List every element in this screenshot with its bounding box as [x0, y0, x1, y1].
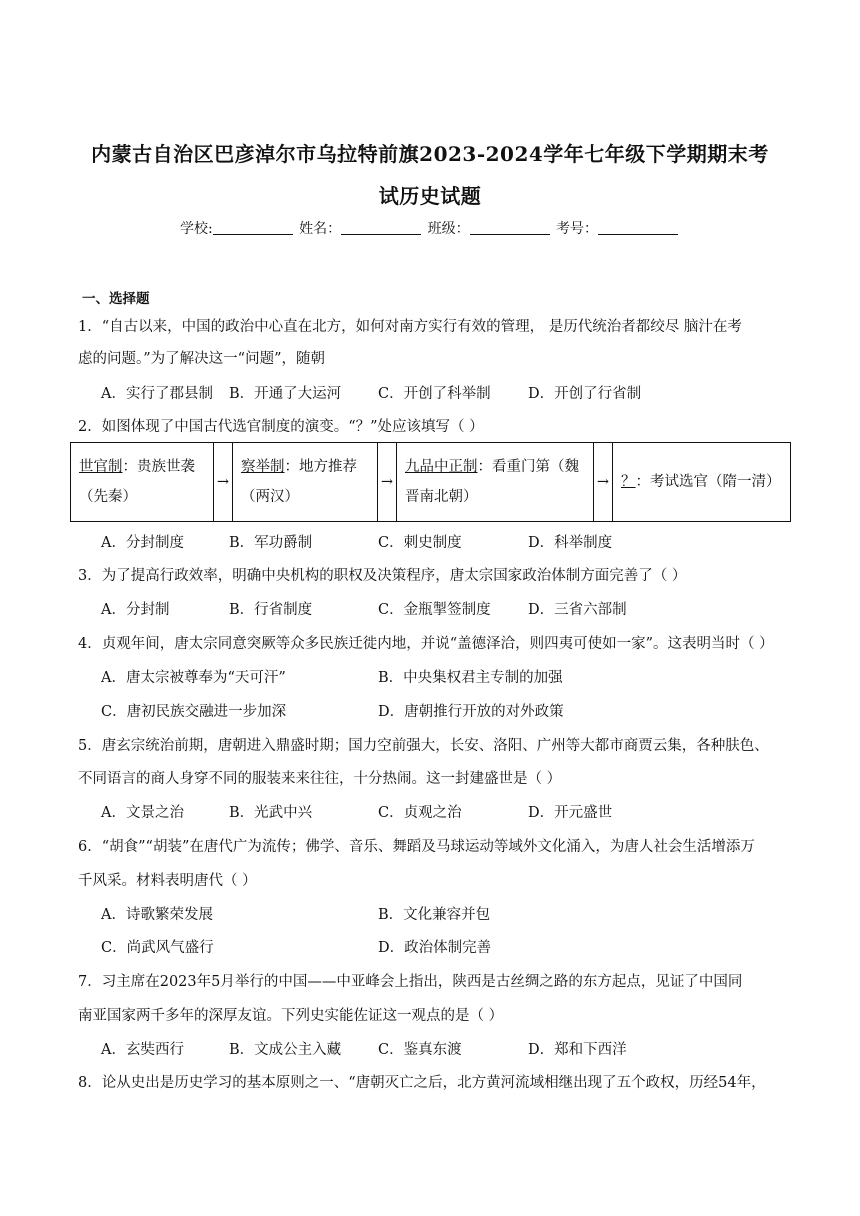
question-3-option-a: A．分封制	[101, 602, 170, 618]
exam-number-label: 考号：	[556, 221, 599, 237]
cell-jiupin-text: ：看重门第（魏晋南北朝）	[405, 459, 579, 505]
question-3-line-1: 3．为了提高行政效率，明确中央机构的职权及决策程序，唐太宗国家政治体制方面完善了（ ）	[78, 568, 687, 584]
question-3-option-d: D．三省六部制	[528, 602, 627, 618]
cell-chaju	[233, 443, 378, 522]
question-1-option-b: B．开通了大运河	[229, 386, 342, 402]
question-5-line-2: 不同语言的商人身穿不同的服装来来往往，十分热闹。这一封建盛世是（ ）	[78, 771, 562, 787]
cell-chaju-text: ：地方推荐（两汉）	[241, 459, 357, 505]
question-4-option-c: C．唐初民族交融进一步加深	[101, 704, 287, 720]
question-1-option-c: C．开创了科举制	[378, 386, 491, 402]
question-1-option-a: A．实行了郡县制	[101, 386, 213, 402]
cell-jiupin-label: 九品中正制	[405, 459, 478, 475]
question-6-option-d: D．政治体制完善	[378, 940, 492, 956]
question-4-option-d: D．唐朝推行开放的对外政策	[378, 704, 564, 720]
cell-chaju-label: 察举制	[241, 459, 285, 475]
question-5-line-1: 5．唐玄宗统治前期，唐朝进入鼎盛时期；国力空前强大，长安、洛阳、广州等大都市商贾云集，各种肤色、	[78, 738, 769, 754]
question-7-line-1: 7．习主席在2023年5月举行的中国——中亚峰会上指出，陕西是古丝绸之路的东方起点，见证了中国同	[78, 974, 743, 990]
question-6-option-b: B．文化兼容并包	[378, 907, 491, 923]
arrow-1: →	[214, 443, 233, 522]
question-7-option-d: D．郑和下西洋	[528, 1042, 627, 1058]
question-1-line-2: 虑的问题。”为了解决这一“问题”，随朝	[78, 351, 325, 367]
exam-title-line-1: 内蒙古自治区巴彦淖尔市乌拉特前旗2023-2024学年七年级下学期期末考	[91, 142, 769, 166]
arrow-2: →	[378, 443, 397, 522]
class-label: 班级：	[427, 221, 470, 237]
question-5-option-a: A．文景之治	[101, 805, 184, 821]
question-2-option-a: A．分封制度	[101, 535, 184, 551]
student-info-line	[0, 218, 860, 238]
cell-shiguan-label: 世官制	[79, 459, 123, 475]
question-4-option-b: B．中央集权君主专制的加强	[378, 670, 563, 686]
question-7-option-c: C．鉴真东渡	[378, 1042, 462, 1058]
question-4-option-a: A．唐太宗被尊奉为“天可汗”	[101, 670, 286, 686]
class-blank	[470, 220, 550, 235]
question-2-option-b: B．军功爵制	[229, 535, 313, 551]
question-2-option-d: D．科举制度	[528, 535, 613, 551]
question-2-option-c: C．刺史制度	[378, 535, 462, 551]
cell-jiupin	[397, 443, 594, 522]
question-2-line-1: 2．如图体现了中国古代选官制度的演变。“？”处应该填写（ ）	[78, 419, 484, 435]
school-label: 学校:	[179, 221, 213, 237]
cell-shiguan-text: ：贵族世袭（先秦）	[79, 459, 195, 505]
question-6-line-2: 千风采。材料表明唐代（ ）	[78, 873, 257, 889]
question-1-option-d: D．开创了行省制	[528, 386, 642, 402]
arrow-3: →	[594, 443, 613, 522]
exam-title-line-2: 试历史试题	[378, 184, 482, 208]
cell-shiguan	[71, 443, 214, 522]
question-3-option-c: C．金瓶掣签制度	[378, 602, 491, 618]
name-label: 姓名：	[299, 221, 342, 237]
section-heading: 一、选择题	[82, 291, 150, 307]
question-6-line-1: 6．“胡食”“胡装”在唐代广为流传；佛学、音乐、舞蹈及马球运动等域外文化涌入，为唐人社会生活增添万	[78, 839, 755, 855]
exam-number-blank	[598, 220, 678, 235]
question-7-line-2: 南亚国家两千多年的深厚友谊。下列史实能佐证这一观点的是（ ）	[78, 1008, 504, 1024]
question-8-line-1: 8．论从史出是历史学习的基本原则之一、“唐朝灭亡之后，北方黄河流域相继出现了五个政权，历经54年，	[78, 1075, 766, 1091]
question-5-option-c: C．贞观之治	[378, 805, 462, 821]
name-blank	[341, 220, 421, 235]
question-4-line-1: 4．贞观年间，唐太宗同意突厥等众多民族迁徙内地，并说“盖德泽洽，则四夷可使如一家”。这表明当时（ ）	[78, 636, 774, 652]
question-5-option-b: B．光武中兴	[229, 805, 313, 821]
question-6-option-c: C．尚武风气盛行	[101, 940, 214, 956]
question-7-option-a: A．玄奘西行	[101, 1042, 184, 1058]
selection-system-evolution-table	[70, 442, 791, 522]
question-1-line-1: 1．“自古以来，中国的政治中心直在北方，如何对南方实行有效的管理， 是历代统治者都绞尽 脑汁在考	[78, 319, 742, 335]
cell-unknown-label: ？	[621, 474, 636, 490]
question-6-option-a: A．诗歌繁荣发展	[101, 907, 213, 923]
school-blank	[213, 220, 293, 235]
question-3-option-b: B．行省制度	[229, 602, 313, 618]
question-5-option-d: D．开元盛世	[528, 805, 613, 821]
question-7-option-b: B．文成公主入藏	[229, 1042, 342, 1058]
cell-unknown-text: ：考试选官（隋一清）	[635, 474, 781, 490]
cell-unknown	[613, 443, 791, 522]
